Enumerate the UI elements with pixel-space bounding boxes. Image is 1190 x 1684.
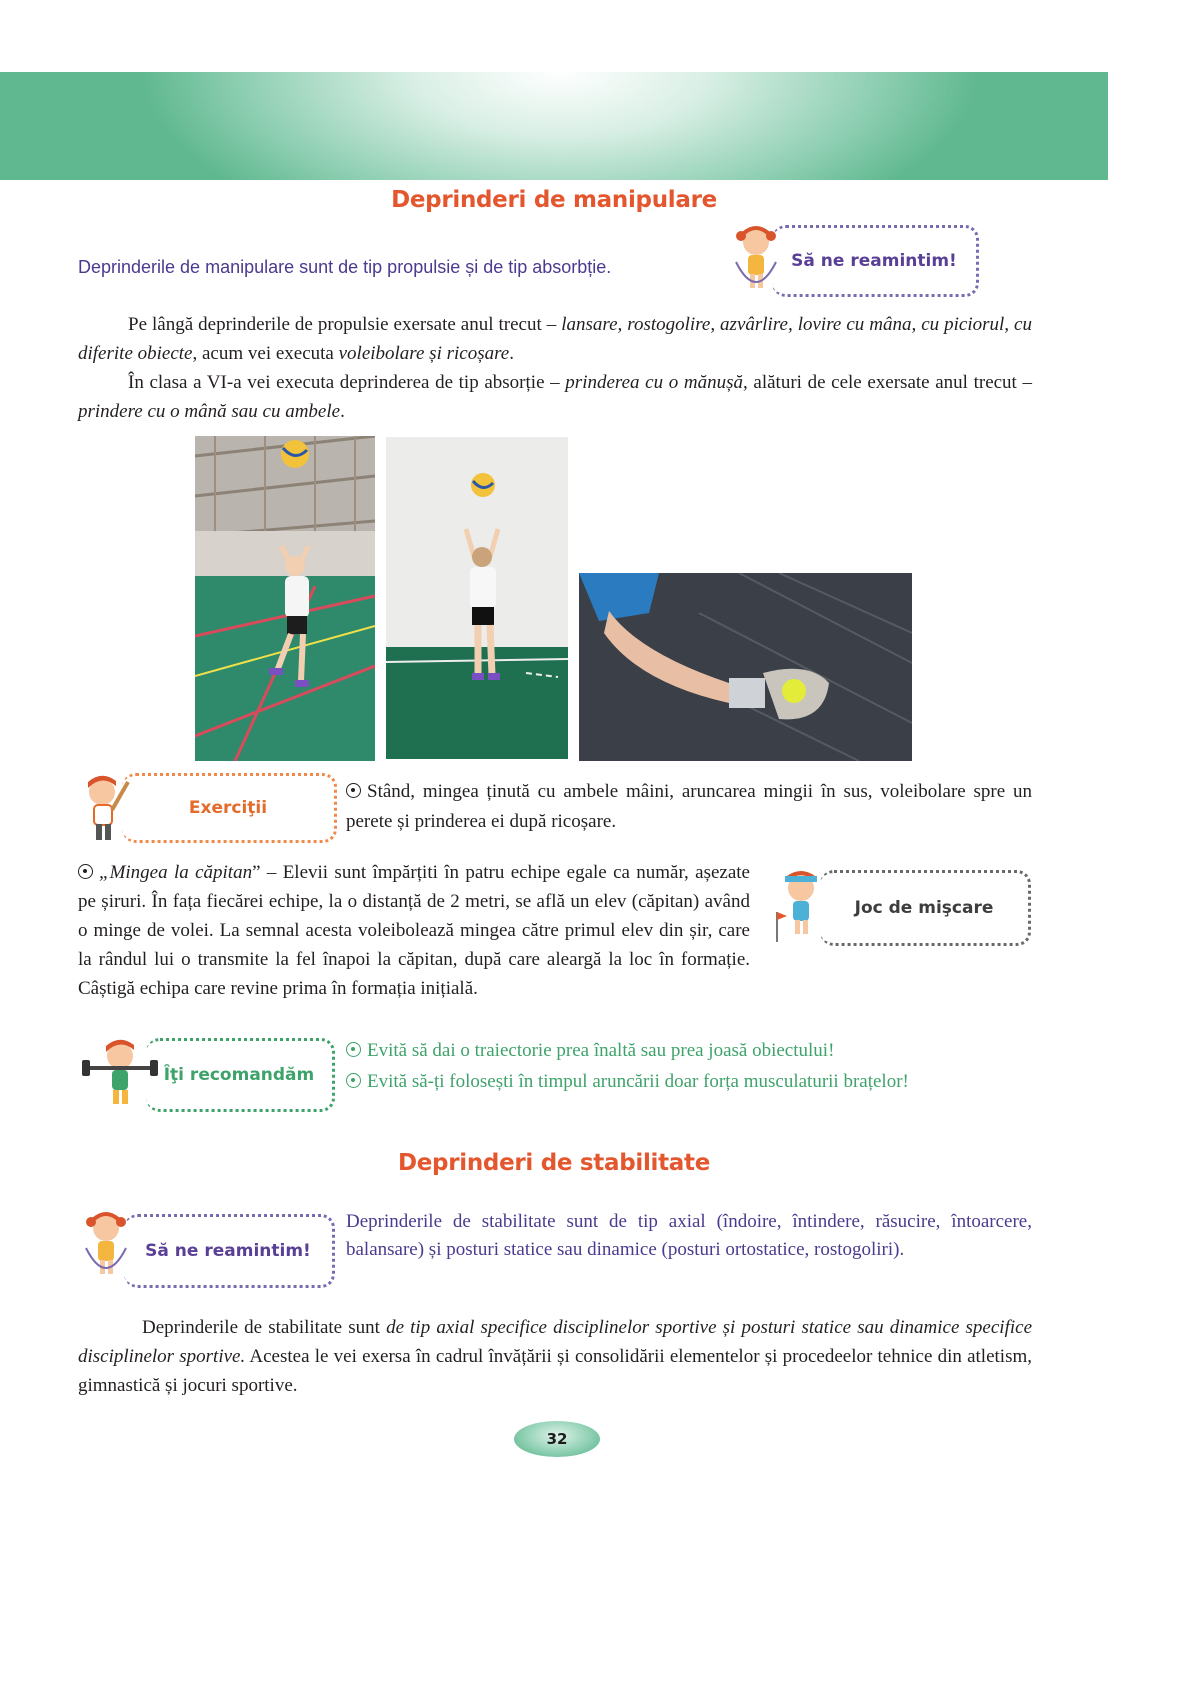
ball-bullet-icon <box>346 1073 361 1088</box>
photo-volley-wall <box>386 437 568 759</box>
para2-text-c: , alături de cele exersate anul trecut – <box>743 372 1032 393</box>
ball-bullet-icon <box>346 1042 361 1057</box>
ball-bullet-icon <box>78 864 93 879</box>
game-callout <box>820 870 1031 946</box>
para2-text-e: . <box>340 401 345 422</box>
para1-text-d: voleibolare și ricoșare <box>338 343 510 364</box>
recommend-text-1: Evită să dai o traiectorie prea înaltă sau prea joasă obiectului! <box>367 1040 835 1061</box>
remember-callout-2 <box>124 1214 335 1288</box>
para1-text-e: . <box>509 343 514 364</box>
recommend-label: Îţi recomandăm <box>163 1065 315 1085</box>
manipulare-paragraph-1 <box>78 310 1032 368</box>
stabilitate-remember-text: Deprinderile de stabilitate sunt de tip axial (îndoire, întindere, răsucire, întoarcere, balansare) și posturi statice sau dinamice (posturi ortostatice, rostogoliri). <box>346 1211 1032 1260</box>
remember-callout-1 <box>772 225 979 297</box>
recommend-item-1 <box>346 1036 1032 1066</box>
para2-text-a: În clasa a VI-a vei executa deprinderea de tip absorție – <box>128 372 566 393</box>
para1-text-c: , acum vei executa <box>192 343 339 364</box>
exercise-label: Exerciţii <box>188 798 268 818</box>
recommend-text-2: Evită să-ți folosești în timpul aruncării doar forța musculaturii brațelor! <box>367 1071 909 1092</box>
para1-text-b: lansare, rostogolire, azvârlire, lovire cu mâna, cu piciorul, cu diferite obiecte <box>78 314 1032 364</box>
game-title: „Mingea la căpitan <box>99 862 253 883</box>
recommend-callout <box>146 1038 335 1112</box>
stabilitate-paragraph <box>78 1313 1032 1400</box>
stab-text-c: Acestea le vei exersa în cadrul învățării și consolidării elementelor și procedeelor tehnice din atletism, gimnastică și jocuri sportive. <box>78 1346 1032 1396</box>
game-text: ” – Elevii sunt împărțiti în patru echipe egale ca număr, așezate pe șiruri. În fața fiecărei echipe, la o distanță de 2 metri, se află un elev (căpitan) având o minge de volei. La semnal acesta voleibolează mingea către primul elev din șir, care la rândul lui o transmite la fel înapoi la căpitan, după care aleargă la loc în formație. Câștigă echipa care revine prima în formația inițială. <box>78 862 750 999</box>
exercise-item <box>346 777 1032 837</box>
remember-label-1: Să ne reamintim! <box>791 251 957 271</box>
para1-text-a: Pe lângă deprinderile de propulsie exersate anul trecut – <box>128 314 562 335</box>
exercise-text: Stând, mingea ținută cu ambele mâini, aruncarea mingii în sus, voleibolare spre un perete și prinderea ei după ricoșare. <box>346 781 1032 832</box>
page-number: 32 <box>514 1421 600 1457</box>
stab-text-b: de tip axial specifice disciplinelor sportive și posturi statice sau dinamice specifice disciplinelor sportive. <box>78 1317 1033 1367</box>
remember-label-2: Să ne reamintim! <box>145 1241 311 1261</box>
ball-bullet-icon <box>346 783 361 798</box>
manipulare-paragraph-2 <box>78 368 1032 426</box>
manipulare-intro: Deprinderile de manipulare sunt de tip propulsie și de tip absorbție. <box>78 257 612 277</box>
game-label: Joc de mişcare <box>854 898 994 918</box>
para2-text-b: prinderea cu o mănușă <box>565 372 743 393</box>
photo-volley-gym <box>195 436 375 761</box>
exercise-callout <box>122 773 337 843</box>
section-title-stabilitate: Deprinderi de stabilitate <box>397 1150 711 1176</box>
stab-text-a: Deprinderile de stabilitate sunt <box>142 1317 387 1338</box>
header-band <box>0 72 1108 180</box>
recommend-item-2 <box>346 1067 1032 1097</box>
section-title-manipulare: Deprinderi de manipulare <box>391 187 717 213</box>
photo-glove-catch <box>579 573 912 761</box>
para2-text-d: prindere cu o mână sau cu ambele <box>78 401 341 422</box>
